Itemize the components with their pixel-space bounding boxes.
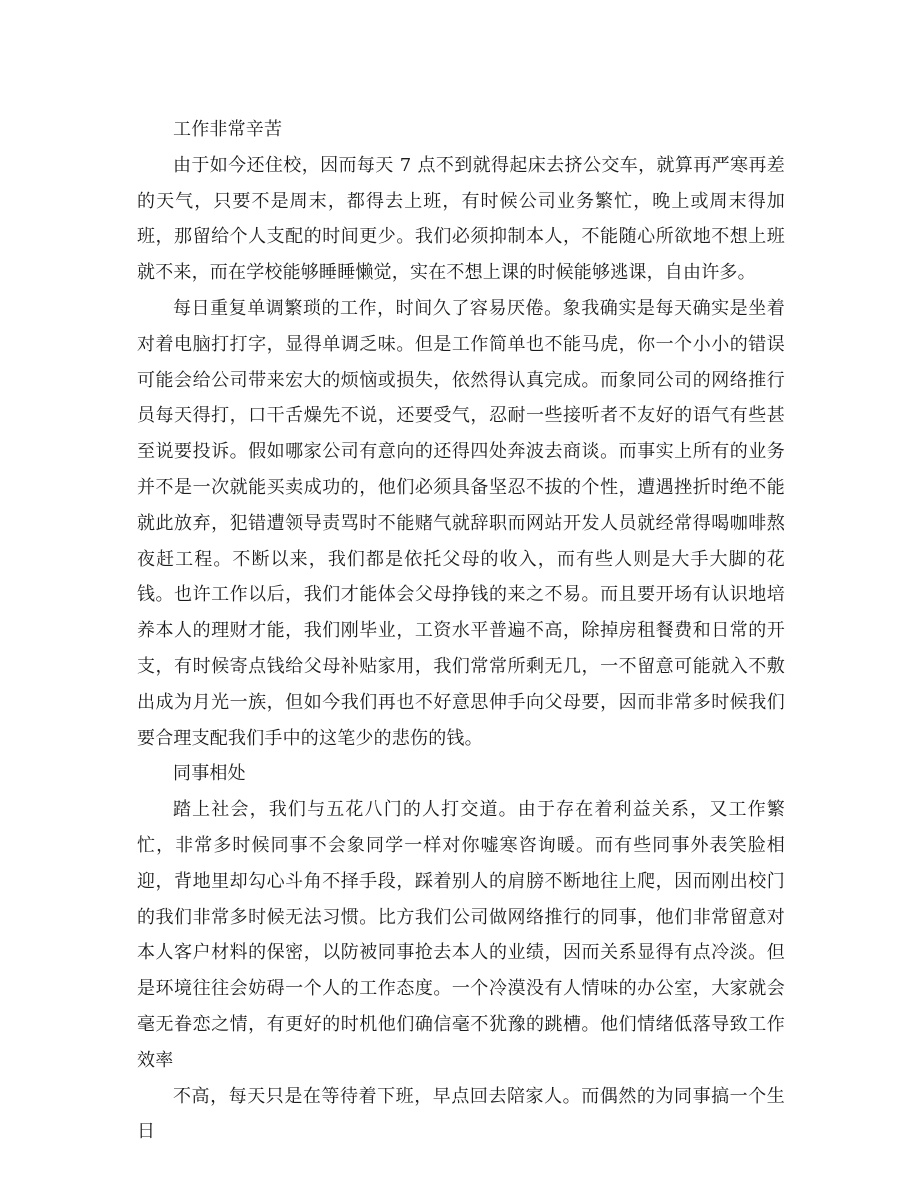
section-heading-work-hard: 工作非常辛苦 <box>173 119 283 140</box>
paragraph-society: 踏上社会，我们与五花八门的人打交道。由于存在着利益关系，又工作繁忙，非常多时候同事不会象同学一样对你嘘寒咨询暖。而有些同事外表笑脸相迎，背地里却勾心斗角不择手段，踩着别人的肩膀不断地往上爬，因而刚出校门的我们非常多时候无法习惯。比方我们公司做网络推行的同事，他们非常留意对本人客户材料的保密，以防被同事抢去本人的业绩，因而关系显得有点冷淡。但是环境往往会妨碍一个人的工作态度。一个冷漠没有人情味的办公室，大家就会毫无眷恋之情，有更好的时机他们确信毫不犹豫的跳槽。他们情绪低落导致工作效率 <box>137 799 785 1071</box>
section-heading-colleagues: 同事相处 <box>173 763 246 785</box>
paragraph-continuation: 不高，每天只是在等待着下班，早点回去陪家人。而偶然的为同事搞一个生日 <box>137 1085 785 1143</box>
document-body <box>137 112 785 1150</box>
paragraph-monotony: 每日重复单调繁琐的工作，时间久了容易厌倦。象我确实是每天确实是坐着对着电脑打打字，显得单调乏味。但是工作简单也不能马虎，你一个小小的错误可能会给公司带来宏大的烦恼或损失，依然得认真完成。而象同公司的网络推行员每天得打，口干舌燥先不说，还要受气，忍耐一些接听者不友好的语气有些甚至说要投诉。假如哪家公司有意向的还得四处奔波去商谈。而事实上所有的业务并不是一次就能买卖成功的，他们必须具备坚忍不拔的个性，遭遇挫折时绝不能就此放弃，犯错遭领导责骂时不能赌气就辞职而网站开发人员就经常得喝咖啡熬夜赶工程。不断以来，我们都是依托父母的收入，而有些人则是大手大脚的花钱。也许工作以后，我们才能体会父母挣钱的来之不易。而且要开场有认识地培养本人的理财才能，我们刚毕业，工资水平普遍不高，除掉房租餐费和日常的开支，有时候寄点钱给父母补贴家用，我们常常所剩无几，一不留意可能就入不敷出成为月光一族，但如今我们再也不好意思伸手向父母要，因而非常多时候我们要合理支配我们手中的这笔少的悲伤的钱。 <box>137 297 785 749</box>
paragraph-commute: 由于如今还住校，因而每天 7 点不到就得起床去挤公交车，就算再严寒再差的天气，只要不是周末，都得去上班，有时候公司业务繁忙，晚上或周末得加班，那留给个人支配的时间更少。我们必须抑制本人，不能随心所欲地不想上班就不来，而在学校能够睡睡懒觉，实在不想上课的时候能够逃课，自由许多。 <box>137 154 785 284</box>
